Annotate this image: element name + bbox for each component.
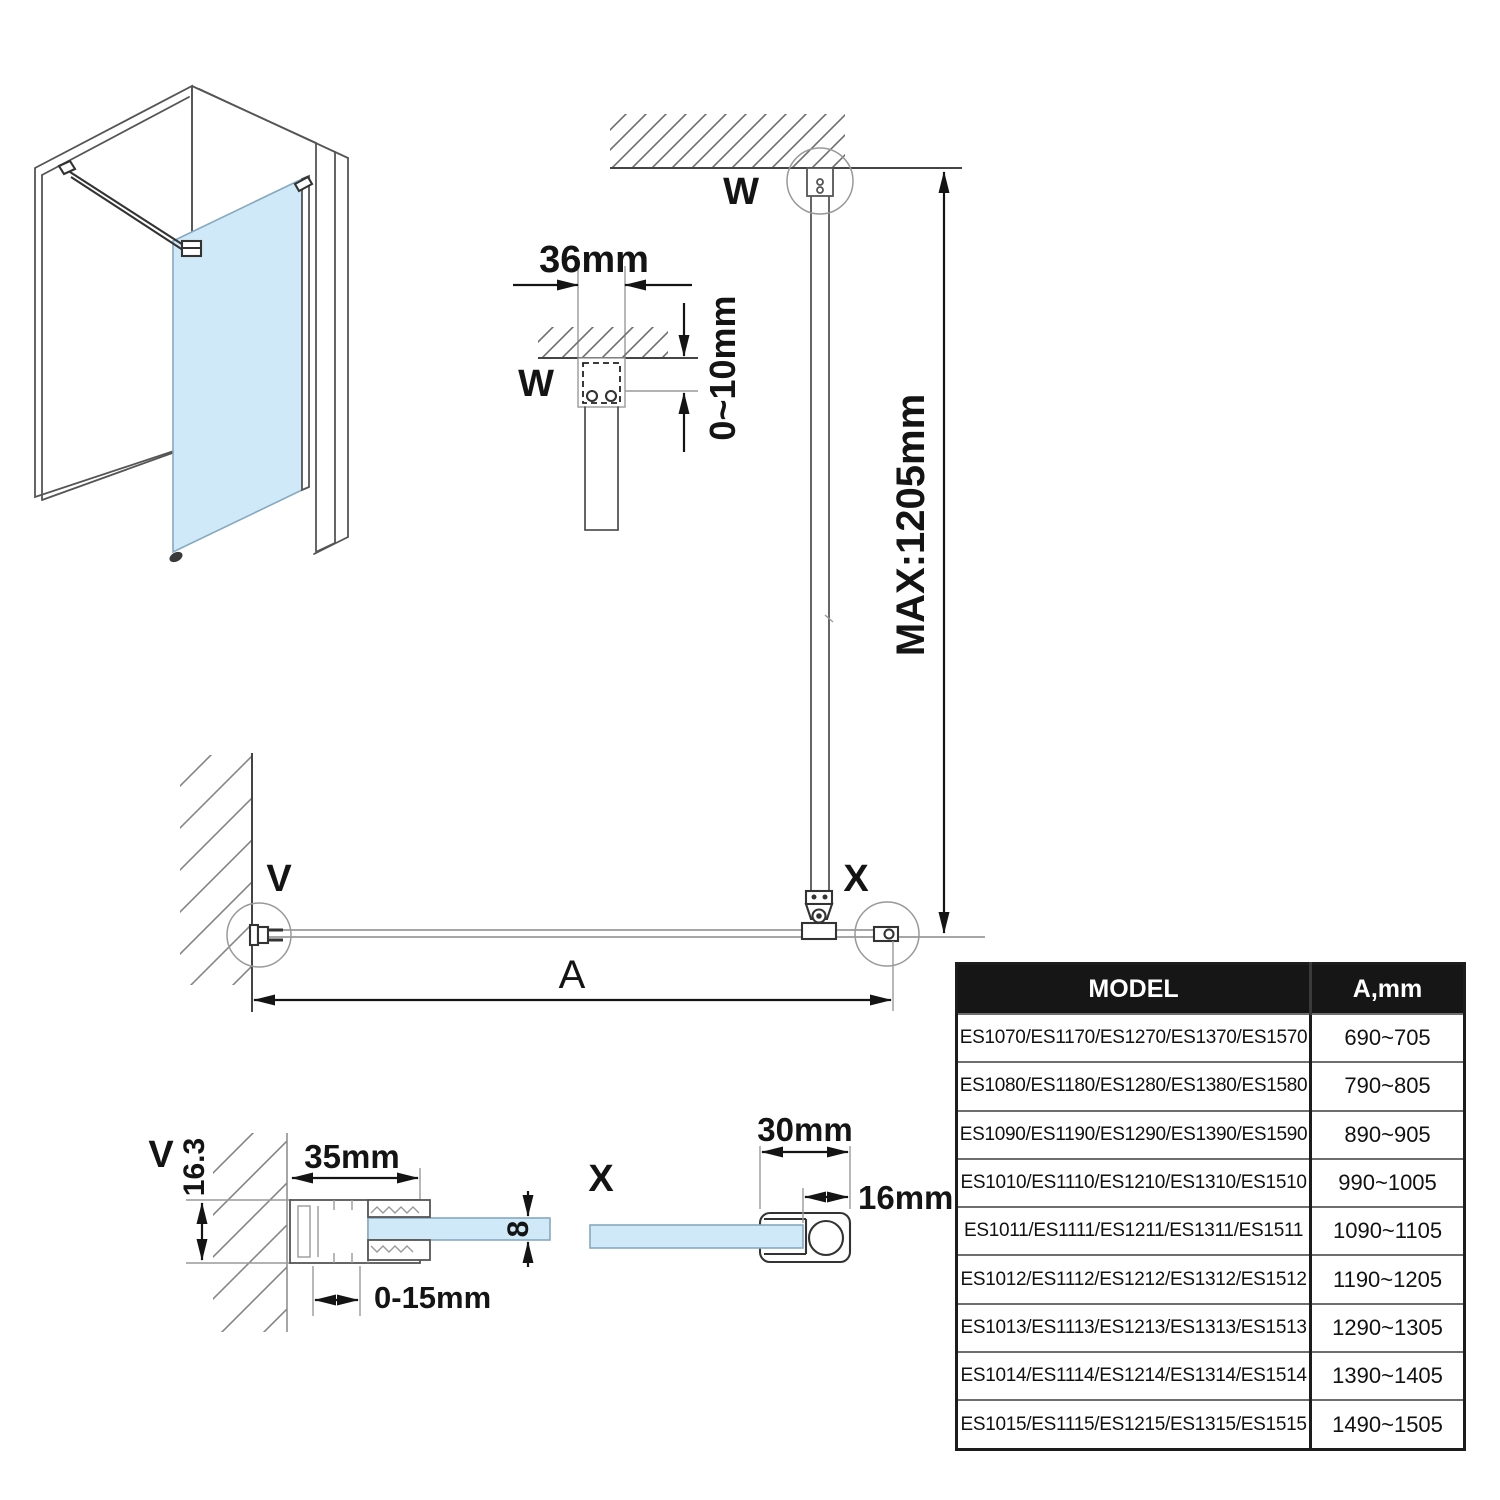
table-row bbox=[957, 1062, 1465, 1110]
table-row bbox=[957, 1352, 1465, 1400]
bracket-screw-right bbox=[606, 391, 616, 401]
bracket-body bbox=[578, 358, 625, 407]
model-cell: ES1014/ES1114/ES1214/ES1314/ES1514 bbox=[957, 1352, 1311, 1400]
ceiling-hatch-w bbox=[538, 327, 668, 358]
table-header-a: A,mm bbox=[1311, 964, 1465, 1015]
a-cell: 690~705 bbox=[1311, 1014, 1465, 1062]
a-cell: 1190~1205 bbox=[1311, 1255, 1465, 1303]
table-row bbox=[957, 1255, 1465, 1303]
x-elevation-label: X bbox=[843, 858, 869, 900]
model-cell: ES1010/ES1110/ES1210/ES1310/ES1510 bbox=[957, 1159, 1311, 1207]
left-wall bbox=[35, 86, 192, 497]
ceiling-hatch bbox=[610, 114, 845, 168]
model-cell: ES1070/ES1170/ES1270/ES1370/ES1570 bbox=[957, 1014, 1311, 1062]
a-cell: 1290~1305 bbox=[1311, 1304, 1465, 1352]
glass-bottom-foot bbox=[168, 550, 185, 565]
glass-clamp-elevation bbox=[802, 923, 836, 939]
support-bar-elevation bbox=[807, 168, 833, 891]
a-cell: 890~905 bbox=[1311, 1111, 1465, 1159]
a-cell: 1490~1505 bbox=[1311, 1400, 1465, 1449]
bar-stub-w bbox=[585, 407, 618, 530]
glass-panel-iso bbox=[173, 179, 302, 552]
model-cell: ES1080/ES1180/ES1280/ES1380/ES1580 bbox=[957, 1062, 1311, 1110]
glass-end-cap bbox=[874, 927, 898, 941]
a-cell: 1390~1405 bbox=[1311, 1352, 1465, 1400]
a-cell: 990~1005 bbox=[1311, 1159, 1465, 1207]
model-cell: ES1012/ES1112/ES1212/ES1312/ES1512 bbox=[957, 1255, 1311, 1303]
dim-bracket-width-label: 36mm bbox=[539, 239, 649, 281]
v-elevation-label: V bbox=[266, 858, 292, 900]
table-row bbox=[957, 1400, 1465, 1449]
dim-bar-max-label: MAX:1205mm bbox=[889, 393, 933, 657]
bar-hinge-assembly bbox=[802, 891, 836, 939]
table-row bbox=[957, 1014, 1465, 1062]
x-section-detail bbox=[588, 1111, 953, 1262]
dim-profile-depth-label: 16.3 bbox=[178, 1137, 211, 1197]
glass-section-x bbox=[590, 1225, 803, 1248]
dim-ceiling-gap-label: 0~10mm bbox=[702, 295, 743, 441]
x-section-title: X bbox=[588, 1158, 614, 1200]
wall-bracket-plan bbox=[250, 925, 283, 945]
dim-panel-width-label: A bbox=[558, 953, 586, 997]
model-cell: ES1090/ES1190/ES1290/ES1390/ES1590 bbox=[957, 1111, 1311, 1159]
dim-adjust-range-label: 0-15mm bbox=[374, 1280, 492, 1315]
a-cell: 1090~1105 bbox=[1311, 1207, 1465, 1255]
dim-glass-insert-label: 16mm bbox=[858, 1179, 954, 1216]
wall-hatch bbox=[180, 755, 252, 985]
wall-profile-strip bbox=[302, 176, 309, 490]
wall-hatch-v bbox=[213, 1133, 287, 1332]
table-row bbox=[957, 1111, 1465, 1159]
w-section-title: W bbox=[518, 363, 554, 405]
w-elevation-label: W bbox=[723, 171, 759, 213]
table-row bbox=[957, 1207, 1465, 1255]
table-row bbox=[957, 1304, 1465, 1352]
table-header-row bbox=[957, 964, 1465, 1015]
dim-profile-width-label: 35mm bbox=[304, 1138, 400, 1175]
v-section-detail bbox=[148, 1133, 550, 1332]
v-section-title: V bbox=[148, 1134, 174, 1176]
table-header-model: MODEL bbox=[957, 964, 1311, 1015]
a-cell: 790~805 bbox=[1311, 1062, 1465, 1110]
w-section-detail bbox=[513, 239, 743, 530]
model-size-table bbox=[955, 962, 1466, 1451]
isometric-overview bbox=[35, 86, 348, 564]
bar-cross-section bbox=[809, 1221, 843, 1255]
table-row bbox=[957, 1159, 1465, 1207]
model-cell: ES1015/ES1115/ES1215/ES1315/ES1515 bbox=[957, 1400, 1311, 1449]
model-cell: ES1011/ES1111/ES1211/ES1311/ES1511 bbox=[957, 1207, 1311, 1255]
dim-clamp-width-label: 30mm bbox=[757, 1111, 853, 1148]
model-cell: ES1013/ES1113/ES1213/ES1313/ES1513 bbox=[957, 1304, 1311, 1352]
bracket-screw-left bbox=[587, 391, 597, 401]
dim-glass-thickness-label: 8 bbox=[502, 1220, 535, 1238]
